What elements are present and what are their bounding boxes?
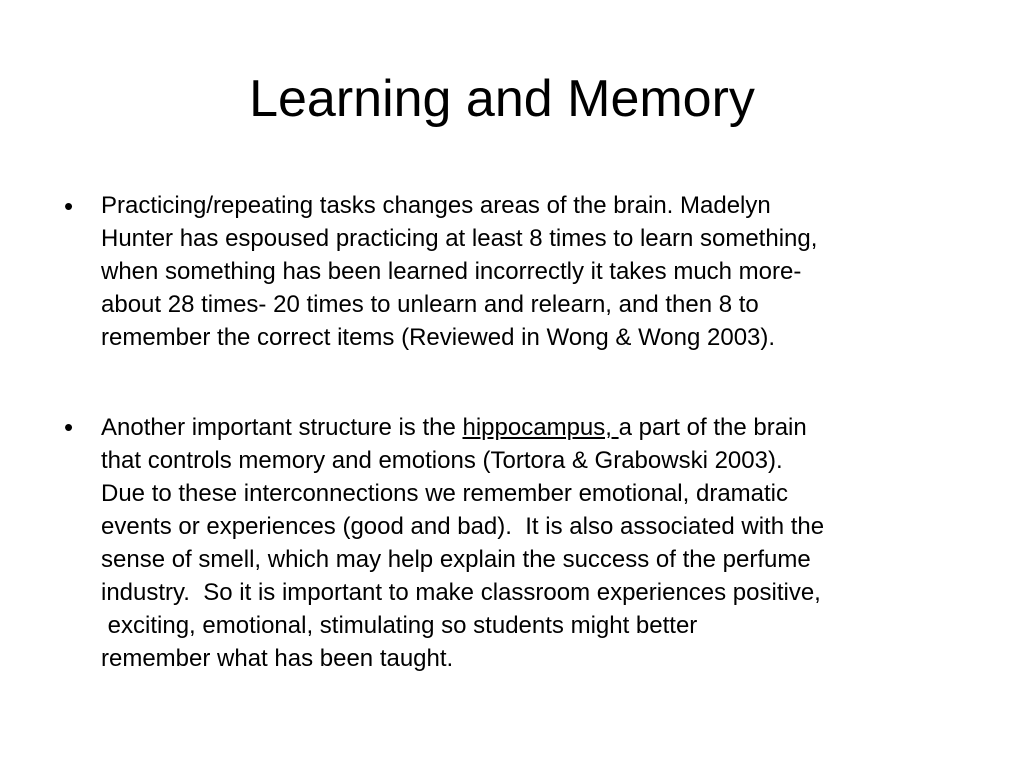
text-segment: Another important structure is the (101, 414, 463, 441)
slide-title: Learning and Memory (249, 70, 755, 128)
hippocampus-link[interactable]: hippocampus, (462, 414, 619, 441)
bullet-point-2: • (64, 412, 74, 442)
text-line: when something has been learned incorrectly it takes much more- (101, 258, 802, 285)
bullet-point-1: • (64, 191, 74, 221)
text-line: that controls memory and emotions (Tortora & Grabowski 2003). (101, 447, 783, 474)
text-line: Due to these interconnections we remember emotional, dramatic (101, 480, 788, 507)
text-segment: a part of the brain (618, 414, 807, 441)
bullet-text-practicing (101, 189, 981, 354)
text-line: Practicing/repeating tasks changes areas of the brain. Madelyn (101, 192, 771, 219)
text-line: exciting, emotional, stimulating so students might better (101, 612, 698, 639)
text-line (101, 411, 981, 444)
text-line: industry. So it is important to make classroom experiences positive, (101, 579, 821, 606)
text-line: remember the correct items (Reviewed in Wong & Wong 2003). (101, 324, 776, 351)
text-line: about 28 times- 20 times to unlearn and relearn, and then 8 to (101, 291, 759, 318)
text-line: Hunter has espoused practicing at least 8 times to learn something, (101, 225, 818, 252)
text-line: sense of smell, which may help explain the success of the perfume (101, 546, 811, 573)
text-line: events or experiences (good and bad). It is also associated with the (101, 513, 825, 540)
bullet-text-hippocampus (101, 411, 981, 675)
text-line: remember what has been taught. (101, 645, 454, 672)
